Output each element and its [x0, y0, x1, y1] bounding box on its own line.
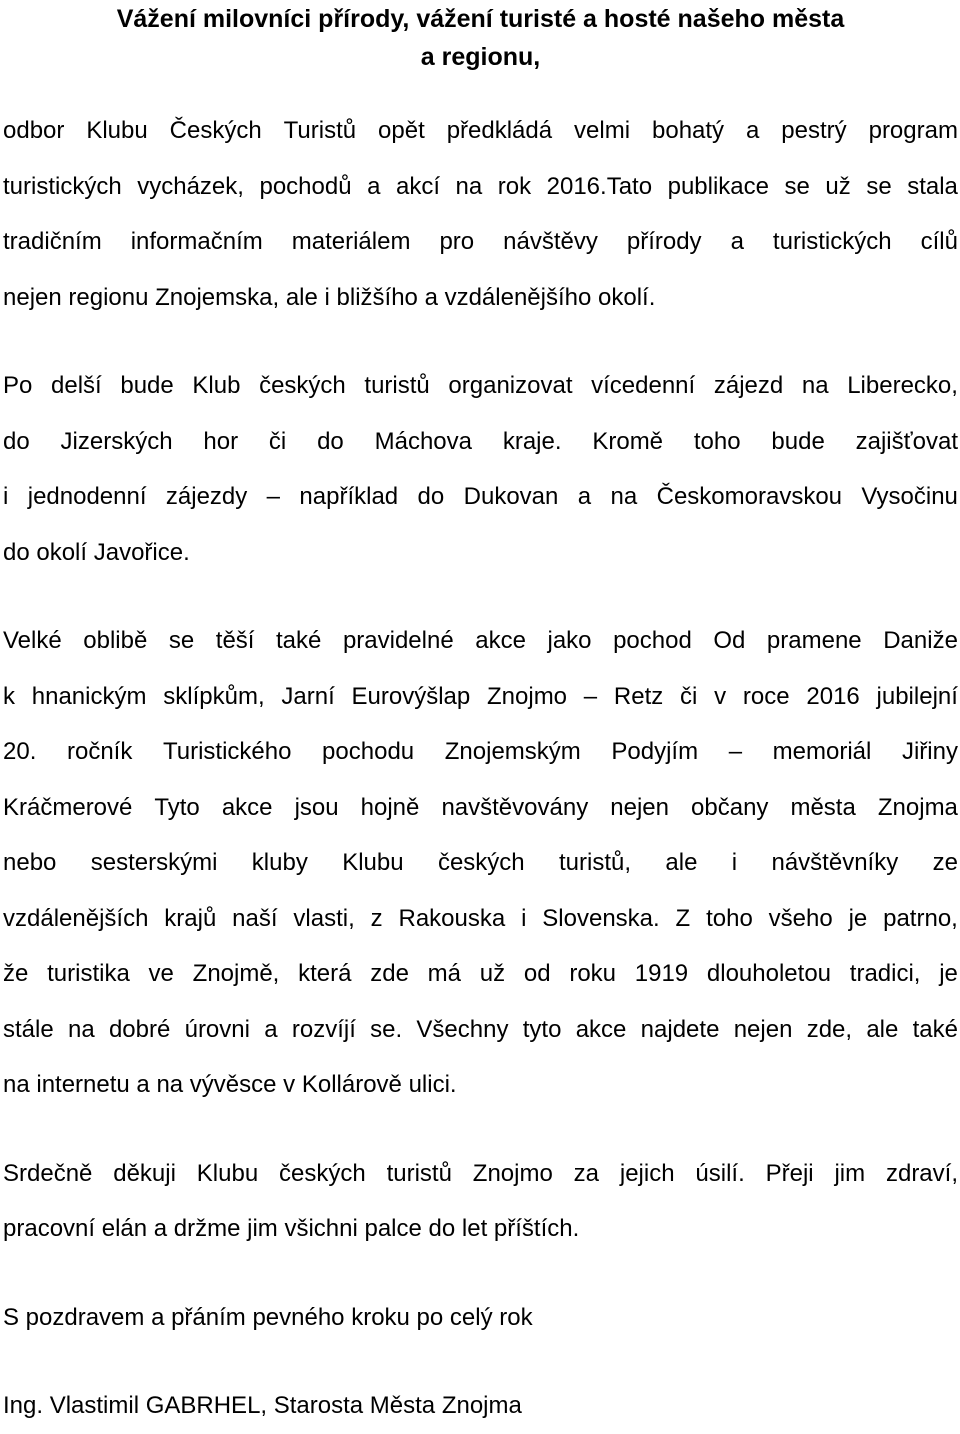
- signature-text: Ing. Vlastimil GABRHEL, Starosta Města Znojma: [3, 1392, 522, 1419]
- text-line: že turistika ve Znojmě, která zde má už od roku 1919 dlouholetou tradici, je: [3, 960, 958, 987]
- text-line: Kráčmerové Tyto akce jsou hojně navštěvovány nejen občany města Znojma: [3, 793, 958, 821]
- text-line: tradičním informačním materiálem pro návštěvy přírody a turistických cílů: [3, 228, 958, 255]
- text-line: do Jizerských hor či do Máchova kraje. Kromě toho bude zajišťovat: [3, 427, 958, 455]
- text-line: 20. ročník Turistického pochodu Znojemským Podyjím – memoriál Jiřiny: [3, 738, 958, 765]
- greeting-text: S pozdravem a přáním pevného kroku po celý rok: [3, 1303, 533, 1331]
- title-line-1: Vážení milovníci přírody, vážení turisté a hosté našeho města: [116, 5, 845, 33]
- text-line: i jednodenní zájezdy – například do Dukovan a na Českomoravskou Vysočinu: [3, 483, 958, 510]
- paragraph-thanks: [3, 1146, 958, 1257]
- text-line: stále na dobré úrovni a rozvíjí se. Všechny tyto akce najdete nejen zde, ale také: [3, 1015, 958, 1043]
- text-line: vzdálenějších krajů naší vlasti, z Rakouska i Slovenska. Z toho všeho je patrno,: [3, 904, 958, 932]
- title-line-2: a regionu,: [420, 43, 541, 71]
- text-line: k hnanickým sklípkům, Jarní Eurovýšlap Znojmo – Retz či v roce 2016 jubilejní: [3, 682, 958, 710]
- text-line: turistických vycházek, pochodů a akcí na rok 2016.Tato publikace se už se stala: [3, 172, 958, 200]
- text-line: Po delší bude Klub českých turistů organizovat vícedenní zájezd na Liberecko,: [3, 372, 958, 399]
- paragraph-signature: [3, 1378, 958, 1434]
- paragraph-events: [3, 613, 958, 1113]
- paragraph-intro: [3, 103, 958, 325]
- text-line: pracovní elán a držme jim všichni palce do let příštích.: [3, 1215, 580, 1242]
- paragraph-greeting: [3, 1290, 958, 1346]
- text-line: odbor Klubu Českých Turistů opět předkládá velmi bohatý a pestrý program: [3, 117, 958, 144]
- text-line: na internetu a na vývěsce v Kollárově ulici.: [3, 1071, 457, 1098]
- text-line: nejen regionu Znojemska, ale i bližšího a vzdálenějšího okolí.: [3, 283, 656, 311]
- text-line: Velké oblibě se těší také pravidelné akce jako pochod Od pramene Daniže: [3, 627, 958, 654]
- text-line: nebo sesterskými kluby Klubu českých turistů, ale i návštěvníky ze: [3, 849, 958, 876]
- text-line: do okolí Javořice.: [3, 538, 190, 566]
- document-title: [3, 0, 958, 76]
- paragraph-trips: [3, 358, 958, 580]
- text-line: Srdečně děkuji Klubu českých turistů Znojmo za jejich úsilí. Přeji jim zdraví,: [3, 1159, 958, 1187]
